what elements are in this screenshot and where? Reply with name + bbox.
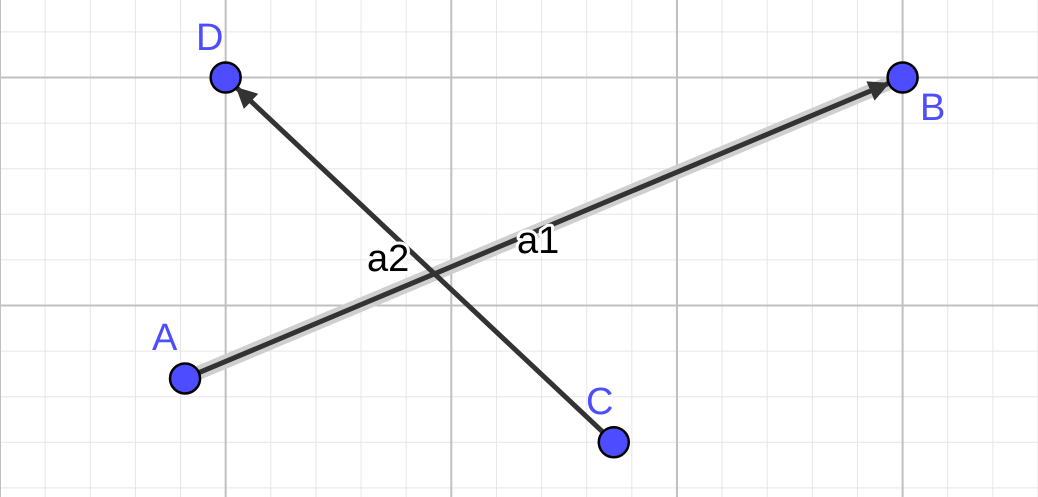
- point-label-a: A: [152, 317, 178, 359]
- vector-label-a2: a2: [367, 238, 410, 280]
- vector-label-a1: a1: [517, 220, 560, 262]
- point-c[interactable]: [599, 427, 629, 457]
- point-a[interactable]: [170, 363, 200, 393]
- vector-a2[interactable]: [237, 88, 613, 442]
- point-label-c: C: [586, 381, 614, 423]
- point-label-b: B: [920, 87, 946, 129]
- vectors: [185, 84, 888, 443]
- point-d[interactable]: [211, 63, 241, 93]
- point-b[interactable]: [888, 63, 918, 93]
- point-label-d: D: [196, 17, 224, 59]
